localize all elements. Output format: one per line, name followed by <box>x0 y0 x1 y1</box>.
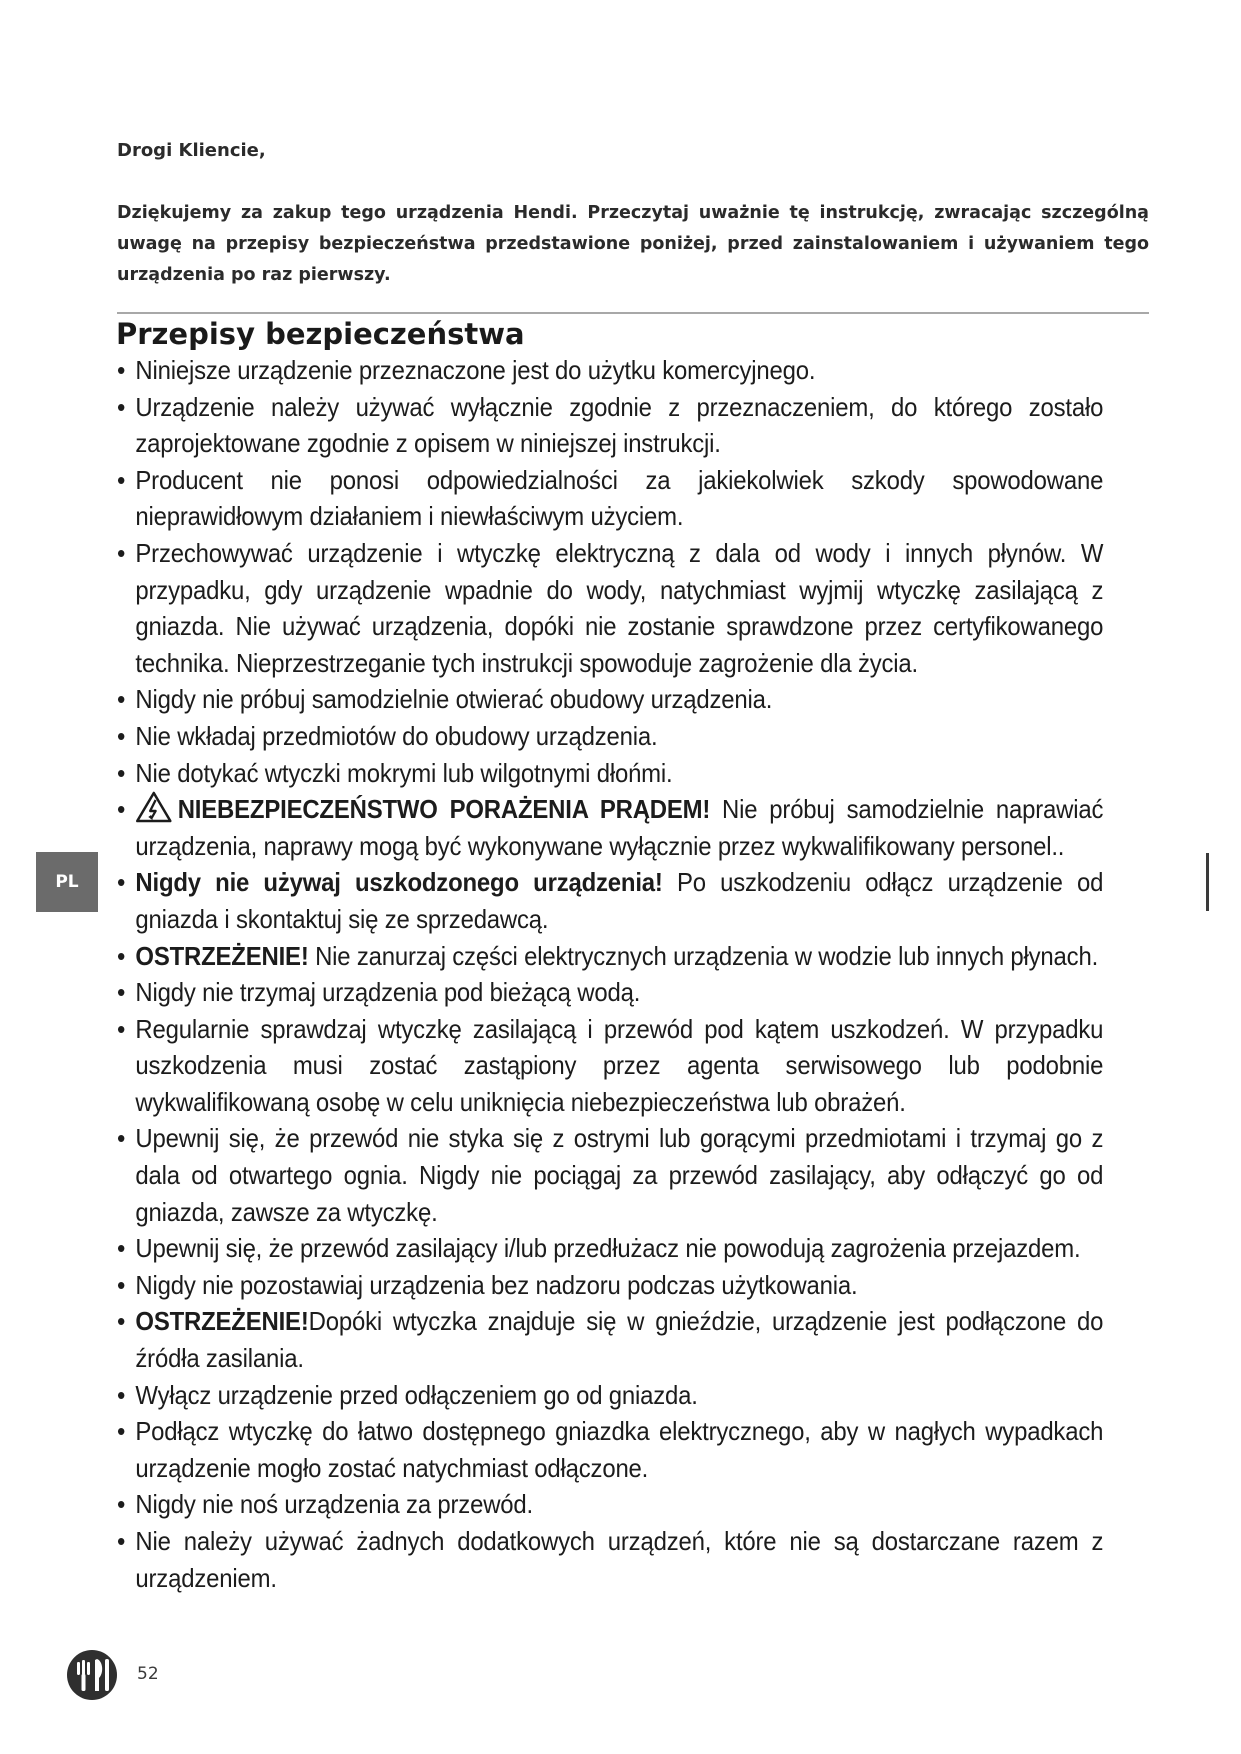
safety-rule <box>117 755 1103 792</box>
safety-rule <box>117 1523 1103 1596</box>
rule-text: Po uszkodzeniu odłącz urządzenie od gniazda i skontaktuj się ze sprzedawcą. <box>135 867 1104 934</box>
rule-emphasis: Nigdy nie używaj uszkodzonego urządzenia! <box>135 867 663 898</box>
safety-rule <box>117 352 1103 389</box>
rule-text: Przechowywać urządzenie i wtyczkę elektryczną z dala od wody i innych płynów. W przypadku, gdy urządzenie wpadnie do wody, natychmiast wyjmij wtyczkę zasilającą z gniazda. Nie używać urządzenia, dopóki nie zostanie sprawdzone przez certyfikowanego technika. Nieprzestrzeganie tych instrukcji spowoduje zagrożenie dla życia. <box>135 537 1104 678</box>
rule-text: Wyłącz urządzenie przed odłączeniem go od gniazda. <box>135 1379 698 1410</box>
rule-text: Producent nie ponosi odpowiedzialności za jakiekolwiek szkody spowodowane nieprawidłowym działaniem i niewłaściwym użyciem. <box>135 464 1104 532</box>
safety-rule <box>117 1267 1103 1304</box>
margin-marker <box>1206 853 1209 911</box>
safety-rule <box>117 389 1103 462</box>
rule-text: Nie zanurzaj części elektrycznych urządzenia w wodzie lub innych płynach. <box>308 940 1099 971</box>
safety-rule <box>117 1303 1103 1376</box>
rule-text: Nie próbuj samodzielnie naprawiać urządzenia, naprawy mogą być wykonywane wyłącznie przez wykwalifikowany personel.. <box>135 794 1104 861</box>
intro-paragraph: Dziękujemy za zakup tego urządzenia Hendi. Przeczytaj uważnie tę instrukcję, zwracając szczególną uwagę na przepisy bezpieczeństwa przedstawione poniżej, przed zainstalowaniem i używaniem tego urządzenia po raz pierwszy. <box>117 203 1149 285</box>
rule-emphasis: OSTRZEŻENIE! <box>135 1306 309 1337</box>
language-tab: PL <box>36 852 98 912</box>
safety-rule <box>117 1011 1103 1121</box>
safety-rule <box>117 535 1103 681</box>
rule-text: Upewnij się, że przewód zasilający i/lub przedłużacz nie powodują zagrożenia przejazdem. <box>135 1233 1081 1264</box>
rule-emphasis: NIEBEZPIECZEŃSTWO PORAŻENIA PRĄDEM! <box>177 794 711 825</box>
safety-rule <box>117 1486 1103 1523</box>
safety-rule <box>117 681 1103 718</box>
electric-hazard-warning-icon <box>135 791 172 823</box>
rule-text: Dopóki wtyczka znajduje się w gnieździe, urządzenie jest podłączone do źródła zasilania. <box>135 1306 1104 1374</box>
section-title: Przepisy bezpieczeństwa <box>116 317 525 351</box>
safety-rule <box>117 1413 1103 1486</box>
rule-text: Nigdy nie noś urządzenia za przewód. <box>135 1489 533 1520</box>
greeting: Drogi Kliencie, <box>117 140 266 161</box>
rule-text: Urządzenie należy używać wyłącznie zgodnie z przeznaczeniem, do którego zostało zaprojektowane zgodnie z opisem w niniejszej instrukcji. <box>135 391 1104 459</box>
safety-rule <box>117 864 1103 937</box>
safety-rules-list <box>117 352 1103 1596</box>
rule-text: Niniejsze urządzenie przeznaczone jest do użytku komercyjnego. <box>135 355 816 385</box>
rule-text: Podłącz wtyczkę do łatwo dostępnego gniazdka elektrycznego, aby w nagłych wypadkach urządzenie mogło zostać natychmiast odłączone. <box>135 1416 1104 1483</box>
page-number: 52 <box>137 1664 159 1684</box>
rule-text: Nie wkładaj przedmiotów do obudowy urządzenia. <box>135 720 658 751</box>
rule-text: Nie dotykać wtyczki mokrymi lub wilgotnymi dłońmi. <box>135 757 673 788</box>
rule-text: Upewnij się, że przewód nie styka się z ostrymi lub gorącymi przedmiotami i trzymaj go z dala od otwartego ognia. Nigdy nie pociągaj za przewód zasilający, aby odłączyć go od gniazda, zawsze za wtyczkę. <box>135 1123 1104 1227</box>
rule-text: Nigdy nie próbuj samodzielnie otwierać obudowy urządzenia. <box>135 684 773 715</box>
rule-text: Nigdy nie trzymaj urządzenia pod bieżącą wodą. <box>135 977 641 1008</box>
safety-rule <box>117 462 1103 535</box>
rule-text: Regularnie sprawdzaj wtyczkę zasilającą i przewód pod kątem uszkodzeń. W przypadku uszkodzenia musi zostać zastąpiony przez agenta serwisowego lub podobnie wykwalifikowaną osobę w celu uniknięcia niebezpieczeństwa lub obrażeń. <box>135 1013 1104 1117</box>
safety-rule <box>117 1377 1103 1414</box>
rule-emphasis: OSTRZEŻENIE! <box>135 940 309 971</box>
safety-rule <box>117 974 1103 1011</box>
safety-rule <box>117 718 1103 755</box>
safety-rule <box>117 1230 1103 1267</box>
rule-text: Nigdy nie pozostawiaj urządzenia bez nadzoru podczas użytkowania. <box>135 1269 858 1300</box>
safety-rule <box>117 1120 1103 1230</box>
hendi-cutlery-logo-icon <box>66 1649 118 1701</box>
safety-rule <box>117 791 1103 864</box>
safety-rule <box>117 938 1103 975</box>
rule-text: Nie należy używać żadnych dodatkowych urządzeń, które nie są dostarczane razem z urządzeniem. <box>135 1526 1104 1593</box>
